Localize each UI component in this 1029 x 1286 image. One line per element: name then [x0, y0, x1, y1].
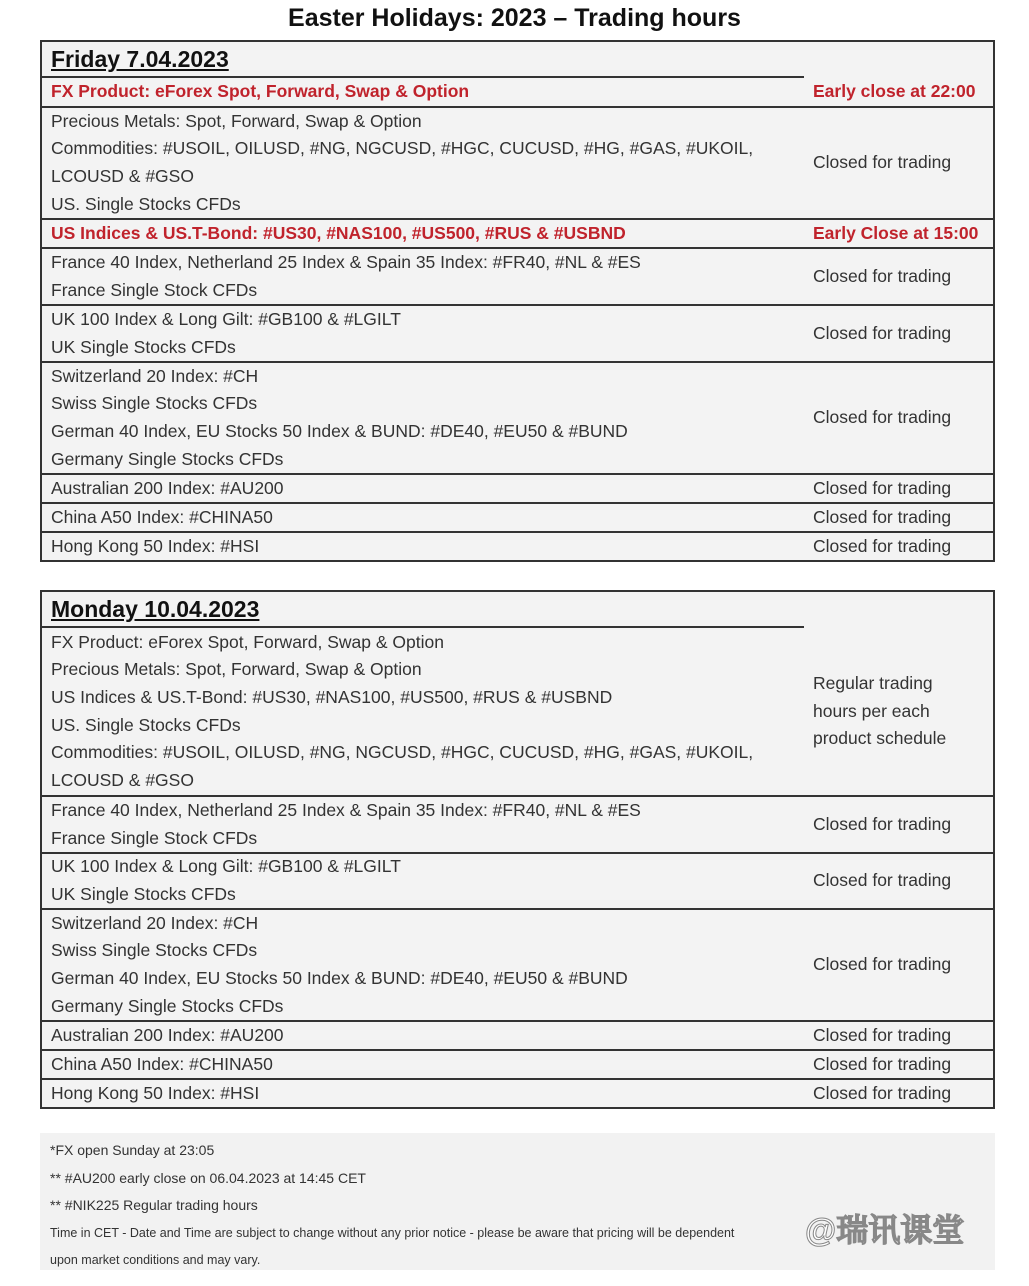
status-cell: [804, 1080, 993, 1107]
table-row: [42, 78, 993, 106]
status-text: product schedule: [813, 728, 947, 749]
day-table: [40, 40, 995, 562]
status-text: Closed for trading: [813, 1053, 952, 1074]
product-cell: [42, 363, 804, 473]
disclaimer: upon market conditions and may vary.: [50, 1253, 261, 1267]
product-line: Precious Metals: Spot, Forward, Swap & Option: [51, 110, 422, 131]
table-row: [42, 502, 993, 531]
product-line: LCOUSD & #GSO: [51, 166, 194, 186]
product-line: France 40 Index, Netherland 25 Index & Spain 35 Index: #FR40, #NL & #ES: [51, 799, 641, 820]
product-cell: [42, 78, 804, 106]
product-line: Switzerland 20 Index: #CH: [51, 365, 259, 386]
status-cell: [804, 108, 993, 218]
status-cell: [804, 1022, 993, 1049]
product-line: FX Product: eForex Spot, Forward, Swap & Option: [51, 81, 470, 102]
status-cell: [804, 220, 993, 247]
status-text: hours per each: [813, 700, 930, 721]
product-line: FX Product: eForex Spot, Forward, Swap & Option: [51, 631, 444, 652]
product-cell: [42, 1080, 804, 1107]
status-text: Early Close at 15:00: [813, 222, 979, 243]
table-row: [42, 106, 993, 218]
product-line: US. Single Stocks CFDs: [51, 193, 241, 214]
product-line: France Single Stock CFDs: [51, 827, 258, 848]
product-line: Swiss Single Stocks CFDs: [51, 940, 258, 961]
product-line: Hong Kong 50 Index: #HSI: [51, 535, 260, 556]
footnote: *FX open Sunday at 23:05: [50, 1142, 215, 1158]
status-cell: [804, 475, 993, 502]
status-text: Closed for trading: [813, 265, 952, 286]
product-line: German 40 Index, EU Stocks 50 Index & BUND: #DE40, #EU50 & #BUND: [51, 421, 628, 441]
product-cell: [42, 533, 804, 560]
product-line: Commodities: #USOIL, OILUSD, #NG, NGCUSD, #HGC, CUCUSD, #HG, #GAS, #UKOIL,: [51, 138, 754, 159]
product-cell: [42, 475, 804, 502]
product-cell: [42, 1051, 804, 1078]
product-cell: [42, 797, 804, 852]
product-line: Precious Metals: Spot, Forward, Swap & Option: [51, 659, 422, 680]
product-line: France 40 Index, Netherland 25 Index & Spain 35 Index: #FR40, #NL & #ES: [51, 251, 641, 272]
watermark: @瑞讯课堂: [805, 1212, 965, 1248]
status-text: Closed for trading: [813, 407, 952, 428]
day-title: Friday 7.04.2023: [51, 46, 229, 72]
page-title: Easter Holidays: 2023 – Trading hours: [288, 4, 741, 32]
product-line: US Indices & US.T-Bond: #US30, #NAS100, #US500, #RUS & #USBND: [51, 686, 613, 707]
product-cell: [42, 249, 804, 304]
product-line: Australian 200 Index: #AU200: [51, 1024, 284, 1045]
status-cell: [804, 910, 993, 1020]
product-cell: [42, 306, 804, 361]
product-line: UK Single Stocks CFDs: [51, 884, 236, 904]
table-row: [42, 795, 993, 852]
product-cell: [42, 628, 804, 795]
disclaimer: Time in CET - Date and Time are subject to change without any prior notice - please be aware that pricing will be dependent: [50, 1225, 735, 1240]
day-table: [40, 590, 995, 1109]
status-cell: [804, 363, 993, 473]
product-line: Australian 200 Index: #AU200: [51, 477, 284, 498]
product-cell: [42, 854, 804, 908]
table-row: [42, 628, 993, 795]
status-text: Closed for trading: [813, 152, 952, 173]
divider: [42, 76, 804, 78]
status-text: Closed for trading: [813, 1082, 952, 1103]
status-cell: [804, 504, 993, 531]
product-line: UK 100 Index & Long Gilt: #GB100 & #LGILT: [51, 308, 401, 329]
product-cell: [42, 108, 804, 218]
product-line: France Single Stock CFDs: [51, 279, 258, 300]
table-row: [42, 473, 993, 502]
product-line: Switzerland 20 Index: #CH: [51, 912, 259, 933]
table-row: [42, 218, 993, 247]
table-row: [42, 531, 993, 560]
table-row: [42, 304, 993, 361]
status-cell: [804, 249, 993, 304]
table-row: [42, 908, 993, 1020]
product-line: Hong Kong 50 Index: #HSI: [51, 1082, 260, 1103]
status-cell: [804, 854, 993, 908]
status-text: Regular trading: [813, 673, 933, 694]
product-cell: [42, 1022, 804, 1049]
product-line: UK Single Stocks CFDs: [51, 336, 236, 357]
product-line: Germany Single Stocks CFDs: [51, 995, 284, 1016]
table-row: [42, 361, 993, 473]
status-text: Closed for trading: [813, 954, 952, 975]
table-row: [42, 852, 993, 908]
footnote: ** #NIK225 Regular trading hours: [50, 1197, 258, 1213]
day-header: [42, 592, 993, 628]
day-title: Monday 10.04.2023: [51, 596, 260, 622]
status-cell: [804, 628, 993, 795]
status-cell: [804, 533, 993, 560]
day-header: [42, 42, 993, 78]
product-line: US. Single Stocks CFDs: [51, 714, 241, 735]
status-text: Closed for trading: [813, 477, 952, 498]
product-cell: [42, 504, 804, 531]
table-row: [42, 1049, 993, 1078]
table-row: [42, 1078, 993, 1107]
status-cell: [804, 1051, 993, 1078]
product-line: China A50 Index: #CHINA50: [51, 506, 273, 527]
product-line: China A50 Index: #CHINA50: [51, 1053, 273, 1074]
status-text: Closed for trading: [813, 813, 952, 834]
divider: [42, 626, 804, 628]
status-cell: [804, 306, 993, 361]
footnote: ** #AU200 early close on 06.04.2023 at 14:45 CET: [50, 1169, 366, 1186]
status-text: Early close at 22:00: [813, 81, 976, 102]
status-text: Closed for trading: [813, 1024, 952, 1045]
product-line: Swiss Single Stocks CFDs: [51, 393, 258, 414]
status-text: Closed for trading: [813, 322, 952, 343]
table-row: [42, 1020, 993, 1049]
status-text: Closed for trading: [813, 535, 952, 556]
product-line: LCOUSD & #GSO: [51, 769, 194, 790]
product-cell: [42, 220, 804, 247]
status-text: Closed for trading: [813, 506, 952, 527]
status-cell: [804, 797, 993, 852]
product-line: German 40 Index, EU Stocks 50 Index & BUND: #DE40, #EU50 & #BUND: [51, 968, 628, 988]
product-cell: [42, 910, 804, 1020]
product-line: UK 100 Index & Long Gilt: #GB100 & #LGILT: [51, 856, 401, 877]
table-row: [42, 247, 993, 304]
product-line: US Indices & US.T-Bond: #US30, #NAS100, #US500, #RUS & #USBND: [51, 222, 626, 243]
status-cell: [804, 78, 993, 106]
product-line: Germany Single Stocks CFDs: [51, 448, 284, 469]
status-text: Closed for trading: [813, 870, 952, 891]
product-line: Commodities: #USOIL, OILUSD, #NG, NGCUSD, #HGC, CUCUSD, #HG, #GAS, #UKOIL,: [51, 742, 754, 763]
